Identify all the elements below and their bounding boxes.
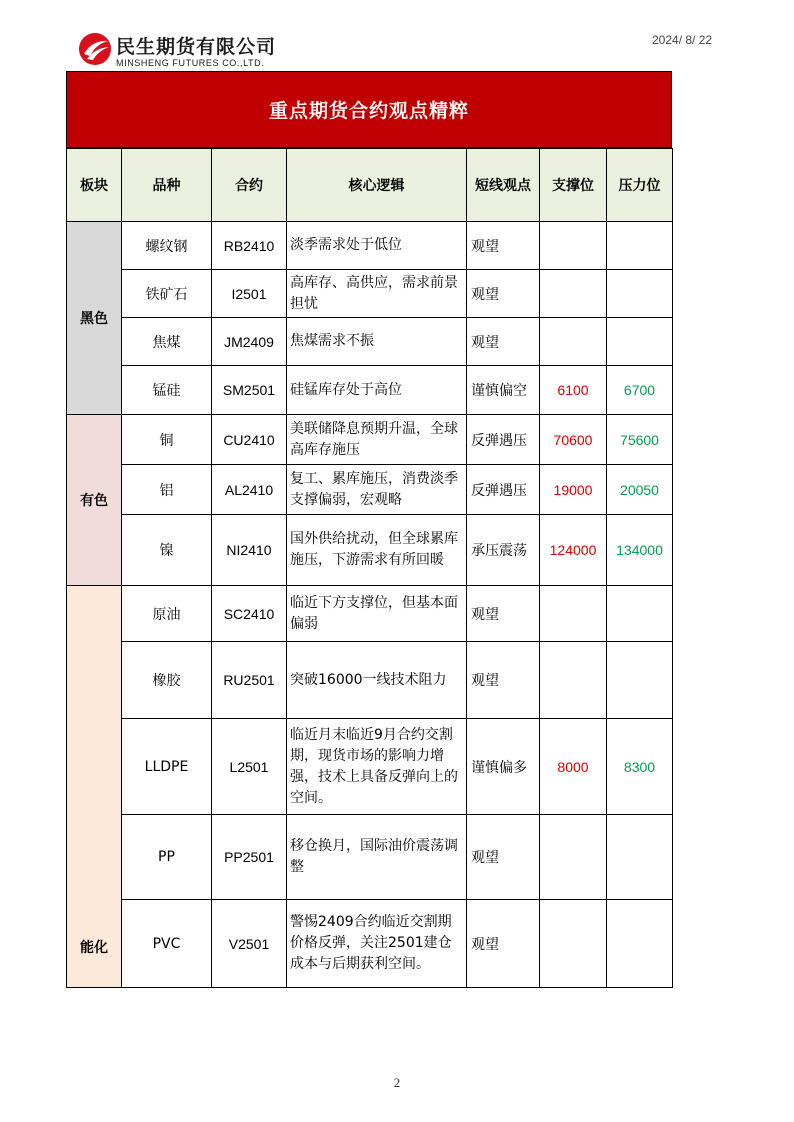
sector-black: 黑色 <box>67 222 122 415</box>
support-cell <box>540 900 607 988</box>
view-cell: 观望 <box>467 270 540 318</box>
resistance-cell <box>607 318 673 366</box>
contract-cell: L2501 <box>212 719 287 815</box>
contract-cell: RB2410 <box>212 222 287 270</box>
contract-cell: CU2410 <box>212 415 287 465</box>
resistance-cell <box>607 900 673 988</box>
variety-cell: 铁矿石 <box>122 270 212 318</box>
table-row <box>67 270 673 318</box>
futures-table <box>66 148 673 988</box>
variety-cell: 锰硅 <box>122 366 212 415</box>
view-cell: 观望 <box>467 318 540 366</box>
logic-cell: 高库存、高供应，需求前景担忧 <box>287 270 467 318</box>
variety-cell: 橡胶 <box>122 642 212 719</box>
table-row <box>67 222 673 270</box>
logic-cell: 焦煤需求不振 <box>287 318 467 366</box>
resistance-cell <box>607 586 673 642</box>
table-row <box>67 366 673 415</box>
header-logic: 核心逻辑 <box>287 149 467 222</box>
resistance-cell: 6700 <box>607 366 673 415</box>
resistance-cell: 134000 <box>607 515 673 586</box>
futures-table-sheet <box>66 71 672 988</box>
variety-cell: LLDPE <box>122 719 212 815</box>
header-resistance: 压力位 <box>607 149 673 222</box>
support-cell <box>540 270 607 318</box>
minsheng-logo-icon <box>78 32 112 66</box>
contract-cell: PP2501 <box>212 815 287 900</box>
view-cell: 观望 <box>467 815 540 900</box>
logic-cell: 国外供给扰动，但全球累库施压，下游需求有所回暖 <box>287 515 467 586</box>
variety-cell: 镍 <box>122 515 212 586</box>
table-row <box>67 318 673 366</box>
view-cell: 观望 <box>467 222 540 270</box>
contract-cell: V2501 <box>212 900 287 988</box>
logic-cell: 警惕2409合约临近交割期价格反弹，关注2501建仓成本与后期获利空间。 <box>287 900 467 988</box>
support-cell <box>540 586 607 642</box>
variety-cell: 焦煤 <box>122 318 212 366</box>
support-cell <box>540 815 607 900</box>
resistance-cell: 8300 <box>607 719 673 815</box>
contract-cell: SM2501 <box>212 366 287 415</box>
resistance-cell <box>607 222 673 270</box>
table-row <box>67 642 673 719</box>
support-cell: 6100 <box>540 366 607 415</box>
variety-cell: 铜 <box>122 415 212 465</box>
table-header-row <box>67 149 673 222</box>
logic-cell: 临近下方支撑位，但基本面偏弱 <box>287 586 467 642</box>
sector-nonferrous: 有色 <box>67 415 122 586</box>
table-row <box>67 465 673 515</box>
contract-cell: SC2410 <box>212 586 287 642</box>
resistance-cell: 75600 <box>607 415 673 465</box>
report-date: 2024/ 8/ 22 <box>652 33 713 47</box>
view-cell: 承压震荡 <box>467 515 540 586</box>
header-sector: 板块 <box>67 149 122 222</box>
logic-cell: 临近月末临近9月合约交割期，现货市场的影响力增强，技术上具备反弹向上的空间。 <box>287 719 467 815</box>
table-title: 重点期货合约观点精粹 <box>66 71 672 148</box>
contract-cell: RU2501 <box>212 642 287 719</box>
support-cell <box>540 642 607 719</box>
view-cell: 谨慎偏空 <box>467 366 540 415</box>
table-row <box>67 415 673 465</box>
table-row <box>67 900 673 988</box>
table-row <box>67 515 673 586</box>
header-view: 短线观点 <box>467 149 540 222</box>
header-variety: 品种 <box>122 149 212 222</box>
view-cell: 谨慎偏多 <box>467 719 540 815</box>
variety-cell: 原油 <box>122 586 212 642</box>
sector-energy-chemical: 能化 <box>67 586 122 988</box>
table-row <box>67 586 673 642</box>
resistance-cell <box>607 642 673 719</box>
company-logo <box>78 30 318 72</box>
view-cell: 观望 <box>467 900 540 988</box>
logic-cell: 硅锰库存处于高位 <box>287 366 467 415</box>
view-cell: 反弹遇压 <box>467 415 540 465</box>
support-cell <box>540 222 607 270</box>
support-cell: 19000 <box>540 465 607 515</box>
logic-cell: 移仓换月，国际油价震荡调整 <box>287 815 467 900</box>
variety-cell: 螺纹钢 <box>122 222 212 270</box>
resistance-cell <box>607 270 673 318</box>
company-name-en: MINSHENG FUTURES CO.,LTD. <box>116 58 265 68</box>
support-cell: 8000 <box>540 719 607 815</box>
variety-cell: PVC <box>122 900 212 988</box>
view-cell: 观望 <box>467 642 540 719</box>
variety-cell: 铝 <box>122 465 212 515</box>
header-support: 支撑位 <box>540 149 607 222</box>
variety-cell: PP <box>122 815 212 900</box>
support-cell: 70600 <box>540 415 607 465</box>
header-contract: 合约 <box>212 149 287 222</box>
table-row <box>67 719 673 815</box>
support-cell <box>540 318 607 366</box>
view-cell: 反弹遇压 <box>467 465 540 515</box>
page-number: 2 <box>393 1075 401 1090</box>
contract-cell: I2501 <box>212 270 287 318</box>
table-row <box>67 815 673 900</box>
support-cell: 124000 <box>540 515 607 586</box>
contract-cell: NI2410 <box>212 515 287 586</box>
view-cell: 观望 <box>467 586 540 642</box>
contract-cell: AL2410 <box>212 465 287 515</box>
company-name-cn: 民生期货有限公司 <box>116 36 277 58</box>
resistance-cell: 20050 <box>607 465 673 515</box>
logic-cell: 复工、累库施压，消费淡季支撑偏弱，宏观略 <box>287 465 467 515</box>
contract-cell: JM2409 <box>212 318 287 366</box>
logic-cell: 淡季需求处于低位 <box>287 222 467 270</box>
logic-cell: 突破16000一线技术阻力 <box>287 642 467 719</box>
resistance-cell <box>607 815 673 900</box>
logic-cell: 美联储降息预期升温，全球高库存施压 <box>287 415 467 465</box>
